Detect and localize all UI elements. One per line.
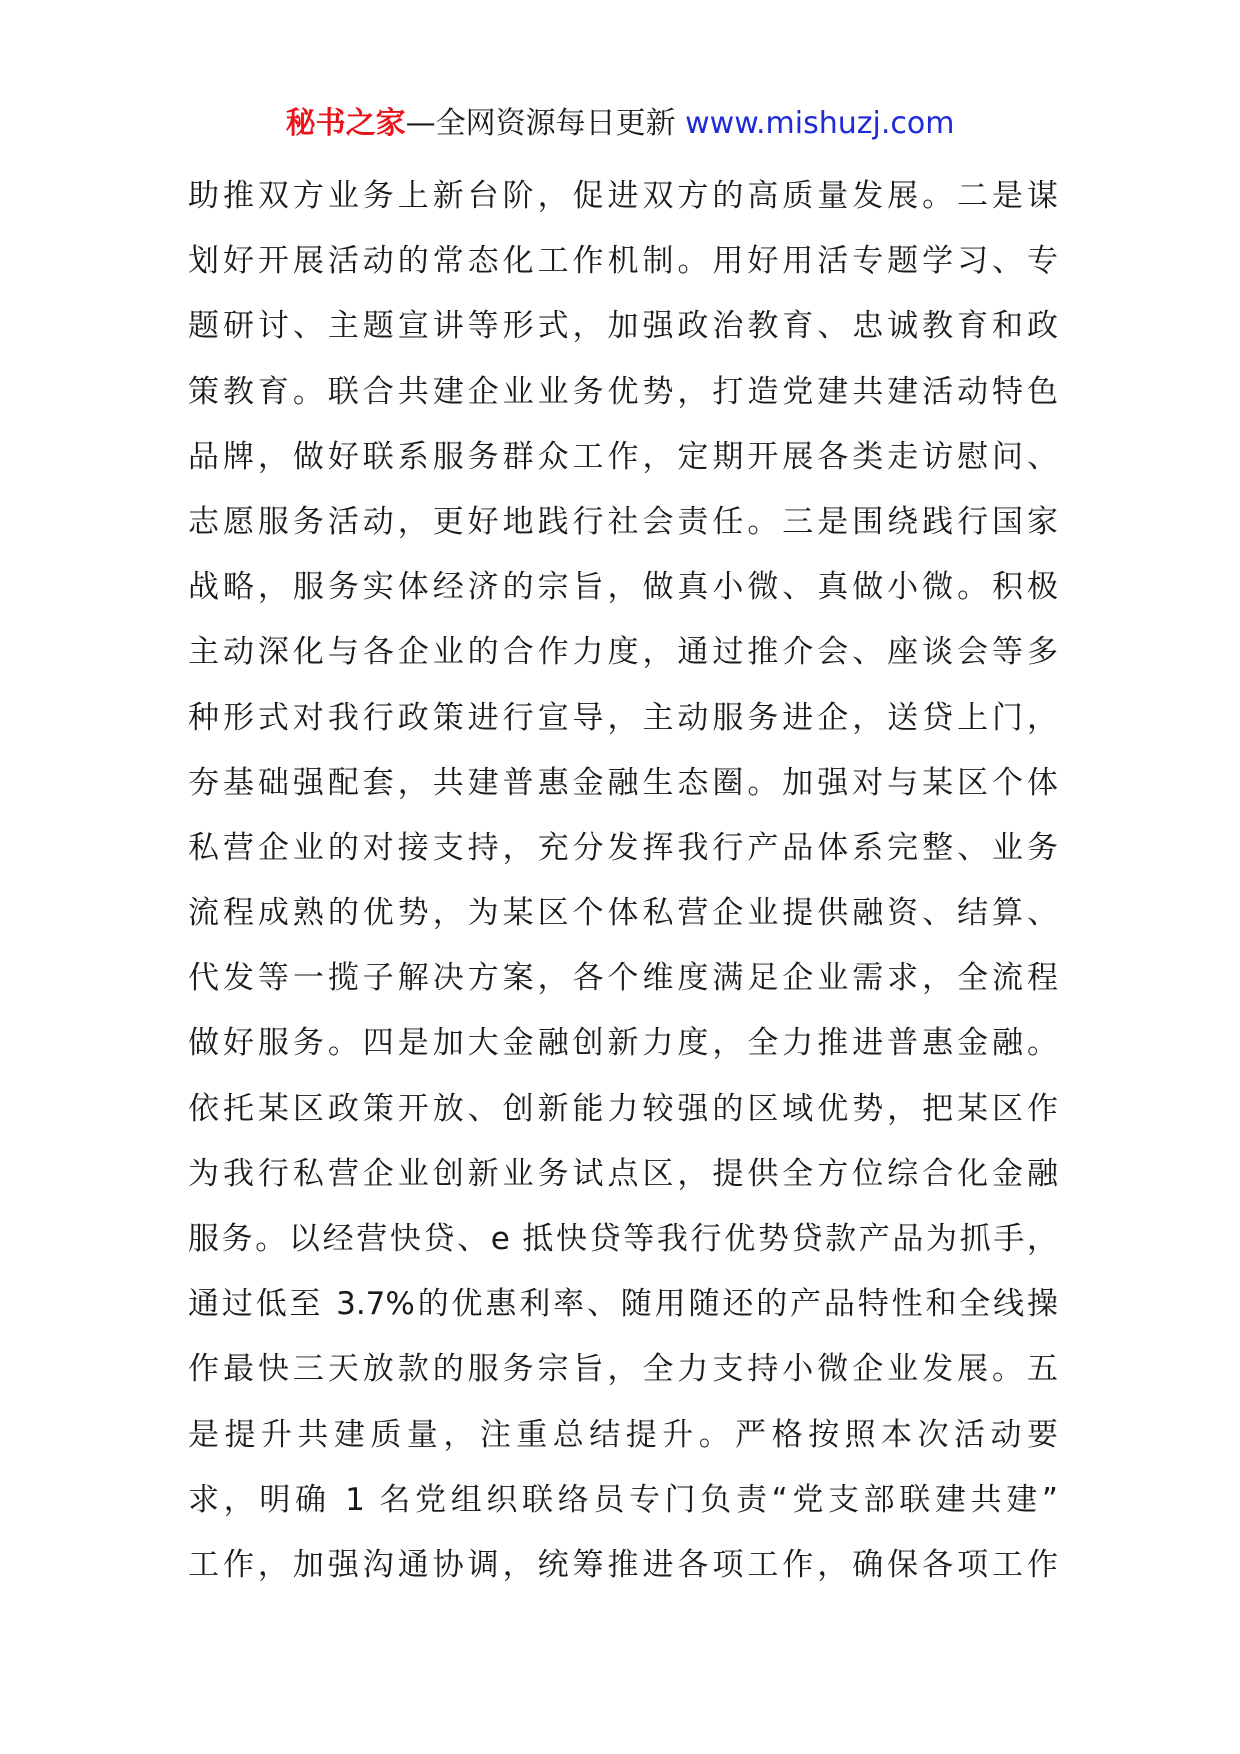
body-line: 是提升共建质量，注重总结提升。严格按照本次活动要	[188, 1416, 1058, 1453]
body-line: 求，明确 1 名党组织联络员专门负责“党支部联建共建”	[188, 1481, 1058, 1518]
body-line: 依托某区政策开放、创新能力较强的区域优势，把某区作	[188, 1090, 1058, 1127]
body-line: 题研讨、主题宣讲等形式，加强政治教育、忠诚教育和政	[188, 308, 1058, 345]
document-body	[188, 164, 1058, 1598]
body-line: 主动深化与各企业的合作力度，通过推介会、座谈会等多	[188, 634, 1058, 671]
body-line: 策教育。联合共建企业业务优势，打造党建共建活动特色	[188, 373, 1058, 410]
body-line: 流程成熟的优势，为某区个体私营企业提供融资、结算、	[188, 895, 1058, 932]
body-line: 工作，加强沟通协调，统筹推进各项工作，确保各项工作	[188, 1546, 1058, 1583]
body-line: 通过低至 3.7%的优惠利率、随用随还的产品特性和全线操	[188, 1286, 1058, 1323]
site-brand: 秘书之家	[285, 106, 406, 141]
body-line: 品牌，做好联系服务群众工作，定期开展各类走访慰问、	[188, 438, 1058, 475]
body-line: 助推双方业务上新台阶，促进双方的高质量发展。二是谋	[188, 178, 1058, 214]
body-line: 代发等一揽子解决方案，各个维度满足企业需求，全流程	[188, 960, 1058, 997]
body-line: 服务。以经营快贷、e 抵快贷等我行优势贷款产品为抓手，	[188, 1221, 1058, 1257]
body-line: 种形式对我行政策进行宣导，主动服务进企，送贷上门，	[188, 699, 1058, 736]
site-header	[0, 102, 1240, 146]
body-line: 做好服务。四是加大金融创新力度，全力推进普惠金融。	[188, 1025, 1058, 1062]
body-line: 作最快三天放款的服务宗旨，全力支持小微企业发展。五	[188, 1351, 1058, 1388]
body-line: 为我行私营企业创新业务试点区，提供全方位综合化金融	[188, 1155, 1058, 1192]
body-line: 划好开展活动的常态化工作机制。用好用活专题学习、专	[188, 243, 1058, 280]
body-line: 私营企业的对接支持，充分发挥我行产品体系完整、业务	[188, 829, 1058, 866]
site-tagline: —全网资源每日更新	[405, 106, 686, 141]
body-line: 战略，服务实体经济的宗旨，做真小微、真做小微。积极	[188, 569, 1058, 606]
body-line: 夯基础强配套，共建普惠金融生态圈。加强对与某区个体	[188, 764, 1058, 801]
site-url-link[interactable]: www.mishuzj.com	[685, 106, 955, 141]
body-line: 志愿服务活动，更好地践行社会责任。三是围绕践行国家	[188, 503, 1058, 540]
